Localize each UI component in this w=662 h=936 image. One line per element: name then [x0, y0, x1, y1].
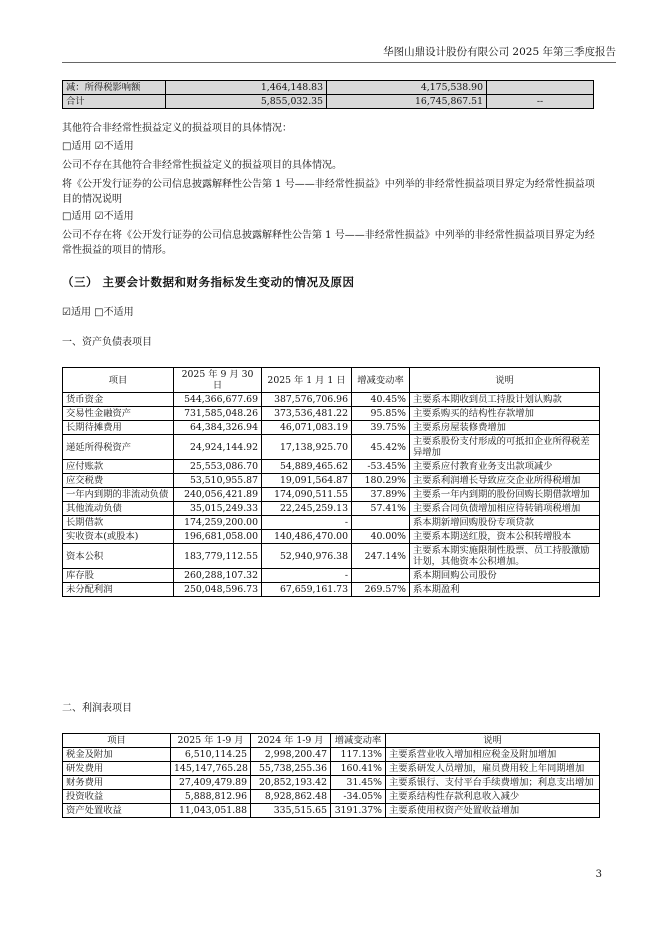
- row-label: 税金及附加: [63, 748, 171, 762]
- cell-value: 260,288,107.32: [174, 569, 262, 583]
- cell-change-rate: 3191.37%: [331, 804, 386, 818]
- income-statement-table: [62, 733, 600, 818]
- option-line: [62, 305, 602, 320]
- row-label: 库存股: [63, 569, 174, 583]
- cell-value: 16,745,867.51: [327, 95, 487, 109]
- row-label: 未分配利润: [63, 583, 174, 597]
- cell-value: 52,940,976.38: [262, 544, 352, 569]
- cell-description: 主要系购买的结构性存款增加: [410, 407, 600, 421]
- cell-change-rate: -53.45%: [352, 460, 410, 474]
- column-header: 增减变动率: [352, 368, 410, 393]
- table-row: [63, 421, 600, 435]
- paragraph: 公司不存在其他符合非经常性损益定义的损益项目的具体情况。: [62, 160, 342, 171]
- cell-value: 5,888,812.96: [171, 790, 251, 804]
- column-header: 增减变动率: [331, 734, 386, 748]
- section-title: （三） 主要会计数据和财务指标发生变动的情况及原因: [62, 275, 355, 289]
- report-header: 华图山鼎设计股份有限公司 2025 年第三季度报告: [383, 46, 616, 58]
- row-label: 应交税费: [63, 474, 174, 488]
- cell-change-rate: -34.05%: [331, 790, 386, 804]
- cell-value: 24,924,144.92: [174, 435, 262, 460]
- cell-change-rate: 269.57%: [352, 583, 410, 597]
- row-label: 投资收益: [63, 790, 171, 804]
- row-label: 财务费用: [63, 776, 171, 790]
- cell-change-rate: 40.45%: [352, 393, 410, 407]
- cell-description: 主要系银行、支付平台手续费增加；利息支出增加: [386, 776, 600, 790]
- cell-change-rate: [352, 569, 410, 583]
- subsection-heading: 二、利润表项目: [62, 703, 132, 714]
- cell-description: 主要系应付教育业务支出款项减少: [410, 460, 600, 474]
- column-header: 说明: [386, 734, 600, 748]
- cell-change-rate: 39.75%: [352, 421, 410, 435]
- table-row: [63, 790, 600, 804]
- header-rule: [62, 62, 616, 63]
- cell-description: 系本期回购公司股份: [410, 569, 600, 583]
- checkbox-checked-icon: ☑: [62, 307, 71, 318]
- table-row: [63, 748, 600, 762]
- cell-change-rate: 180.29%: [352, 474, 410, 488]
- table-row: [63, 95, 594, 109]
- cell-value: 8,928,862.48: [251, 790, 331, 804]
- cell-value: 174,259,200.00: [174, 516, 262, 530]
- option-line: [62, 139, 602, 154]
- cell-change-rate: 95.85%: [352, 407, 410, 421]
- cell-description: 系本期盈利: [410, 583, 600, 597]
- cell-value: 4,175,538.90: [327, 81, 487, 95]
- option-label: 适用: [71, 211, 92, 222]
- cell-change-rate: 57.41%: [352, 502, 410, 516]
- cell-value: 27,409,479.89: [171, 776, 251, 790]
- cell-value: 731,585,048.26: [174, 407, 262, 421]
- row-label: 应付账款: [63, 460, 174, 474]
- option-label: 不适用: [103, 141, 134, 152]
- table-row: [63, 762, 600, 776]
- checkbox-icon: □: [62, 211, 72, 222]
- page-number: 3: [595, 869, 602, 880]
- cell-value: 67,659,161.73: [262, 583, 352, 597]
- cell-value: 250,048,596.73: [174, 583, 262, 597]
- cell-change-rate: 160.41%: [331, 762, 386, 776]
- option-label: 适用: [70, 307, 91, 318]
- cell-value: 174,090,511.55: [262, 488, 352, 502]
- paragraph: 公司不存在将《公开发行证券的公司信息披露解释性公告第 1 号——非经常性损益》中列举的非经常性损益项目界定为经常性损益的项目的情形。: [62, 230, 595, 256]
- cell-description: 主要系研发人员增加，雇员费用较上年同期增加: [386, 762, 600, 776]
- table-row: [63, 460, 600, 474]
- column-header: 2025 年 1 月 1 日: [262, 368, 352, 393]
- column-header: 项目: [63, 734, 171, 748]
- cell-change-rate: 40.00%: [352, 530, 410, 544]
- cell-description: 主要系营业收入增加相应税金及附加增加: [386, 748, 600, 762]
- cell-value: 22,245,259.13: [262, 502, 352, 516]
- checkbox-checked-icon: ☑: [94, 211, 104, 222]
- row-label: 一年内到期的非流动负债: [63, 488, 174, 502]
- checkbox-checked-icon: ☑: [94, 141, 104, 152]
- cell-value: 183,779,112.55: [174, 544, 262, 569]
- table-row: [63, 516, 600, 530]
- cell-value: 17,138,925.70: [262, 435, 352, 460]
- option-label: 不适用: [103, 211, 134, 222]
- cell-value: 46,071,083.19: [262, 421, 352, 435]
- table-header-row: [63, 734, 600, 748]
- cell-value: 2,998,200.47: [251, 748, 331, 762]
- cell-value: 35,015,249.33: [174, 502, 262, 516]
- cell-value: [487, 81, 594, 95]
- cell-value: 25,553,086.70: [174, 460, 262, 474]
- cell-value: 544,366,677.69: [174, 393, 262, 407]
- cell-change-rate: 37.89%: [352, 488, 410, 502]
- row-label: 资本公积: [63, 544, 174, 569]
- subsection-heading: 一、资产负债表项目: [62, 337, 152, 348]
- cell-change-rate: 117.13%: [331, 748, 386, 762]
- cell-value: 240,056,421.89: [174, 488, 262, 502]
- non-recurring-summary-table: [62, 80, 594, 109]
- column-header: 项目: [63, 368, 174, 393]
- cell-value: -: [262, 516, 352, 530]
- row-label: 长期借款: [63, 516, 174, 530]
- table-row: [63, 776, 600, 790]
- table-row: [63, 502, 600, 516]
- cell-change-rate: 45.42%: [352, 435, 410, 460]
- option-line: [62, 209, 602, 224]
- column-header: 说明: [410, 368, 600, 393]
- option-label: 不适用: [103, 307, 134, 318]
- column-header: 2024 年 1-9 月: [251, 734, 331, 748]
- cell-change-rate: 31.45%: [331, 776, 386, 790]
- row-label: 递延所得税资产: [63, 435, 174, 460]
- checkbox-icon: □: [62, 141, 72, 152]
- cell-value: --: [487, 95, 594, 109]
- cell-description: 主要系使用权资产处置收益增加: [386, 804, 600, 818]
- cell-value: 373,536,481.22: [262, 407, 352, 421]
- table-row: [63, 569, 600, 583]
- table-row: [63, 81, 594, 95]
- row-label: 货币资金: [63, 393, 174, 407]
- checkbox-icon: □: [94, 307, 104, 318]
- row-label: 合计: [63, 95, 166, 109]
- cell-value: 140,486,470.00: [262, 530, 352, 544]
- cell-change-rate: 247.14%: [352, 544, 410, 569]
- table-row: [63, 530, 600, 544]
- table-header-row: [63, 368, 600, 393]
- cell-description: 主要系合同负债增加相应待转销项税增加: [410, 502, 600, 516]
- row-label: 实收资本(或股本): [63, 530, 174, 544]
- row-label: 其他流动负债: [63, 502, 174, 516]
- cell-description: 主要系本期实施限制性股票、员工持股激励计划，其他资本公积增加。: [410, 544, 600, 569]
- cell-value: 6,510,114.25: [171, 748, 251, 762]
- cell-value: 145,147,765.28: [171, 762, 251, 776]
- cell-value: 1,464,148.83: [166, 81, 327, 95]
- balance-sheet-table: [62, 367, 600, 597]
- cell-description: 主要系一年内到期的股份回购长期借款增加: [410, 488, 600, 502]
- paragraph: 将《公开发行证券的公司信息披露解释性公告第 1 号——非经常性损益》中列举的非经常性损益项目界定为经常性损益项目的情况说明: [62, 179, 595, 205]
- cell-value: 11,043,051.88: [171, 804, 251, 818]
- cell-value: 19,091,564.87: [262, 474, 352, 488]
- cell-value: 387,576,706.96: [262, 393, 352, 407]
- row-label: 资产处置收益: [63, 804, 171, 818]
- paragraph: 其他符合非经常性损益定义的损益项目的具体情况：: [62, 123, 292, 134]
- row-label: 交易性金融资产: [63, 407, 174, 421]
- cell-description: 主要系利润增长导致应交企业所得税增加: [410, 474, 600, 488]
- column-header: 2025 年 9 月 30 日: [174, 368, 262, 393]
- cell-value: 335,515.65: [251, 804, 331, 818]
- cell-value: 20,852,193.42: [251, 776, 331, 790]
- table-row: [63, 393, 600, 407]
- table-row: [63, 435, 600, 460]
- row-label: 减：所得税影响额: [63, 81, 166, 95]
- cell-value: 54,889,465.62: [262, 460, 352, 474]
- cell-description: 系本期新增回购股份专项贷款: [410, 516, 600, 530]
- cell-description: 主要系股份支付形成的可抵扣企业所得税差异增加: [410, 435, 600, 460]
- cell-value: 55,738,255.36: [251, 762, 331, 776]
- table-row: [63, 474, 600, 488]
- table-row: [63, 544, 600, 569]
- cell-value: 5,855,032.35: [166, 95, 327, 109]
- table-row: [63, 488, 600, 502]
- cell-description: 主要系结构性存款利息收入减少: [386, 790, 600, 804]
- cell-change-rate: [352, 516, 410, 530]
- row-label: 研发费用: [63, 762, 171, 776]
- cell-value: -: [262, 569, 352, 583]
- option-label: 适用: [71, 141, 92, 152]
- cell-description: 主要系本期收到员工持股计划认购款: [410, 393, 600, 407]
- cell-value: 196,681,058.00: [174, 530, 262, 544]
- cell-description: 主要系本期送红股，资本公积转增股本: [410, 530, 600, 544]
- table-row: [63, 804, 600, 818]
- cell-description: 主要系房屋装修费增加: [410, 421, 600, 435]
- table-row: [63, 583, 600, 597]
- row-label: 长期待摊费用: [63, 421, 174, 435]
- cell-value: 53,510,955.87: [174, 474, 262, 488]
- cell-value: 64,384,326.94: [174, 421, 262, 435]
- table-row: [63, 407, 600, 421]
- column-header: 2025 年 1-9 月: [171, 734, 251, 748]
